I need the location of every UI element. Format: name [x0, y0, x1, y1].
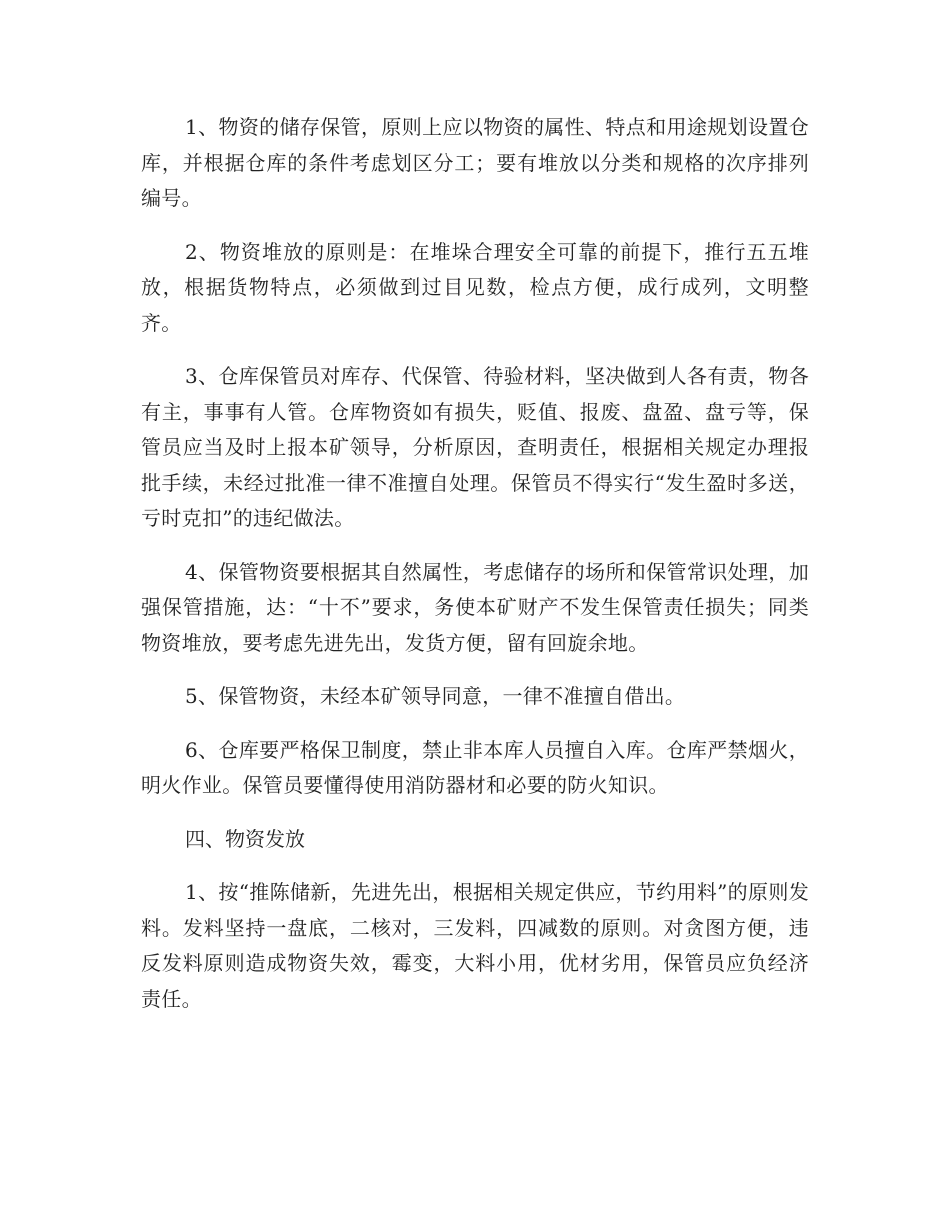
section-heading: 四、物资发放 — [185, 826, 305, 851]
paragraph-lending-rule: 5、保管物资，未经本矿领导同意，一律不准擅自借出。 — [185, 684, 686, 708]
paragraph-storage-principle: 1、物资的储存保管，原则上应以物资的属性、特点和用途规划设置仓库，并根据仓库的条件考虑划区分工；要有堆放以分类和规格的次序排列编号。 — [141, 115, 809, 210]
paragraph-stacking-principle: 2、物资堆放的原则是：在堆垛合理安全可靠的前提下，推行五五堆放，根据货物特点，必须做到过目见数，检点方便，成行成列，文明整齐。 — [141, 239, 809, 335]
paragraph-fire-safety: 6、仓库要严格保卫制度，禁止非本库人员擅自入库。仓库严禁烟火，明火作业。保管员要懂得使用消防器材和必要的防火知识。 — [141, 737, 809, 797]
paragraph-storage-measures: 4、保管物资要根据其自然属性，考虑储存的场所和保管常识处理，加强保管措施，达：“十不”要求，务使本矿财产不发生保管责任损失；同类物资堆放，要考虑先进先出，发货方便，留有回旋余地。 — [141, 559, 809, 655]
paragraph-keeper-responsibility: 3、仓库保管员对库存、代保管、待验材料，坚决做到人各有责，物各有主，事事有人管。仓库物资如有损失，贬值、报废、盘盈、盘亏等，保管员应当及时上报本矿领导，分析原因，查明责任，根据相关规定办理报批手续，未经过批准一律不准擅自处理。保管员不得实行“发生盈时多送，亏时克扣”的违纪做法。 — [141, 364, 809, 530]
paragraph-issuing-principle: 1、按“推陈储新，先进先出，根据相关规定供应，节约用料”的原则发料。发料坚持一盘底，二核对，三发料，四减数的原则。对贪图方便，违反发料原则造成物资失效，霉变，大料小用，优材劣用，保管员应负经济责任。 — [141, 880, 809, 1011]
document-body — [141, 110, 809, 1035]
